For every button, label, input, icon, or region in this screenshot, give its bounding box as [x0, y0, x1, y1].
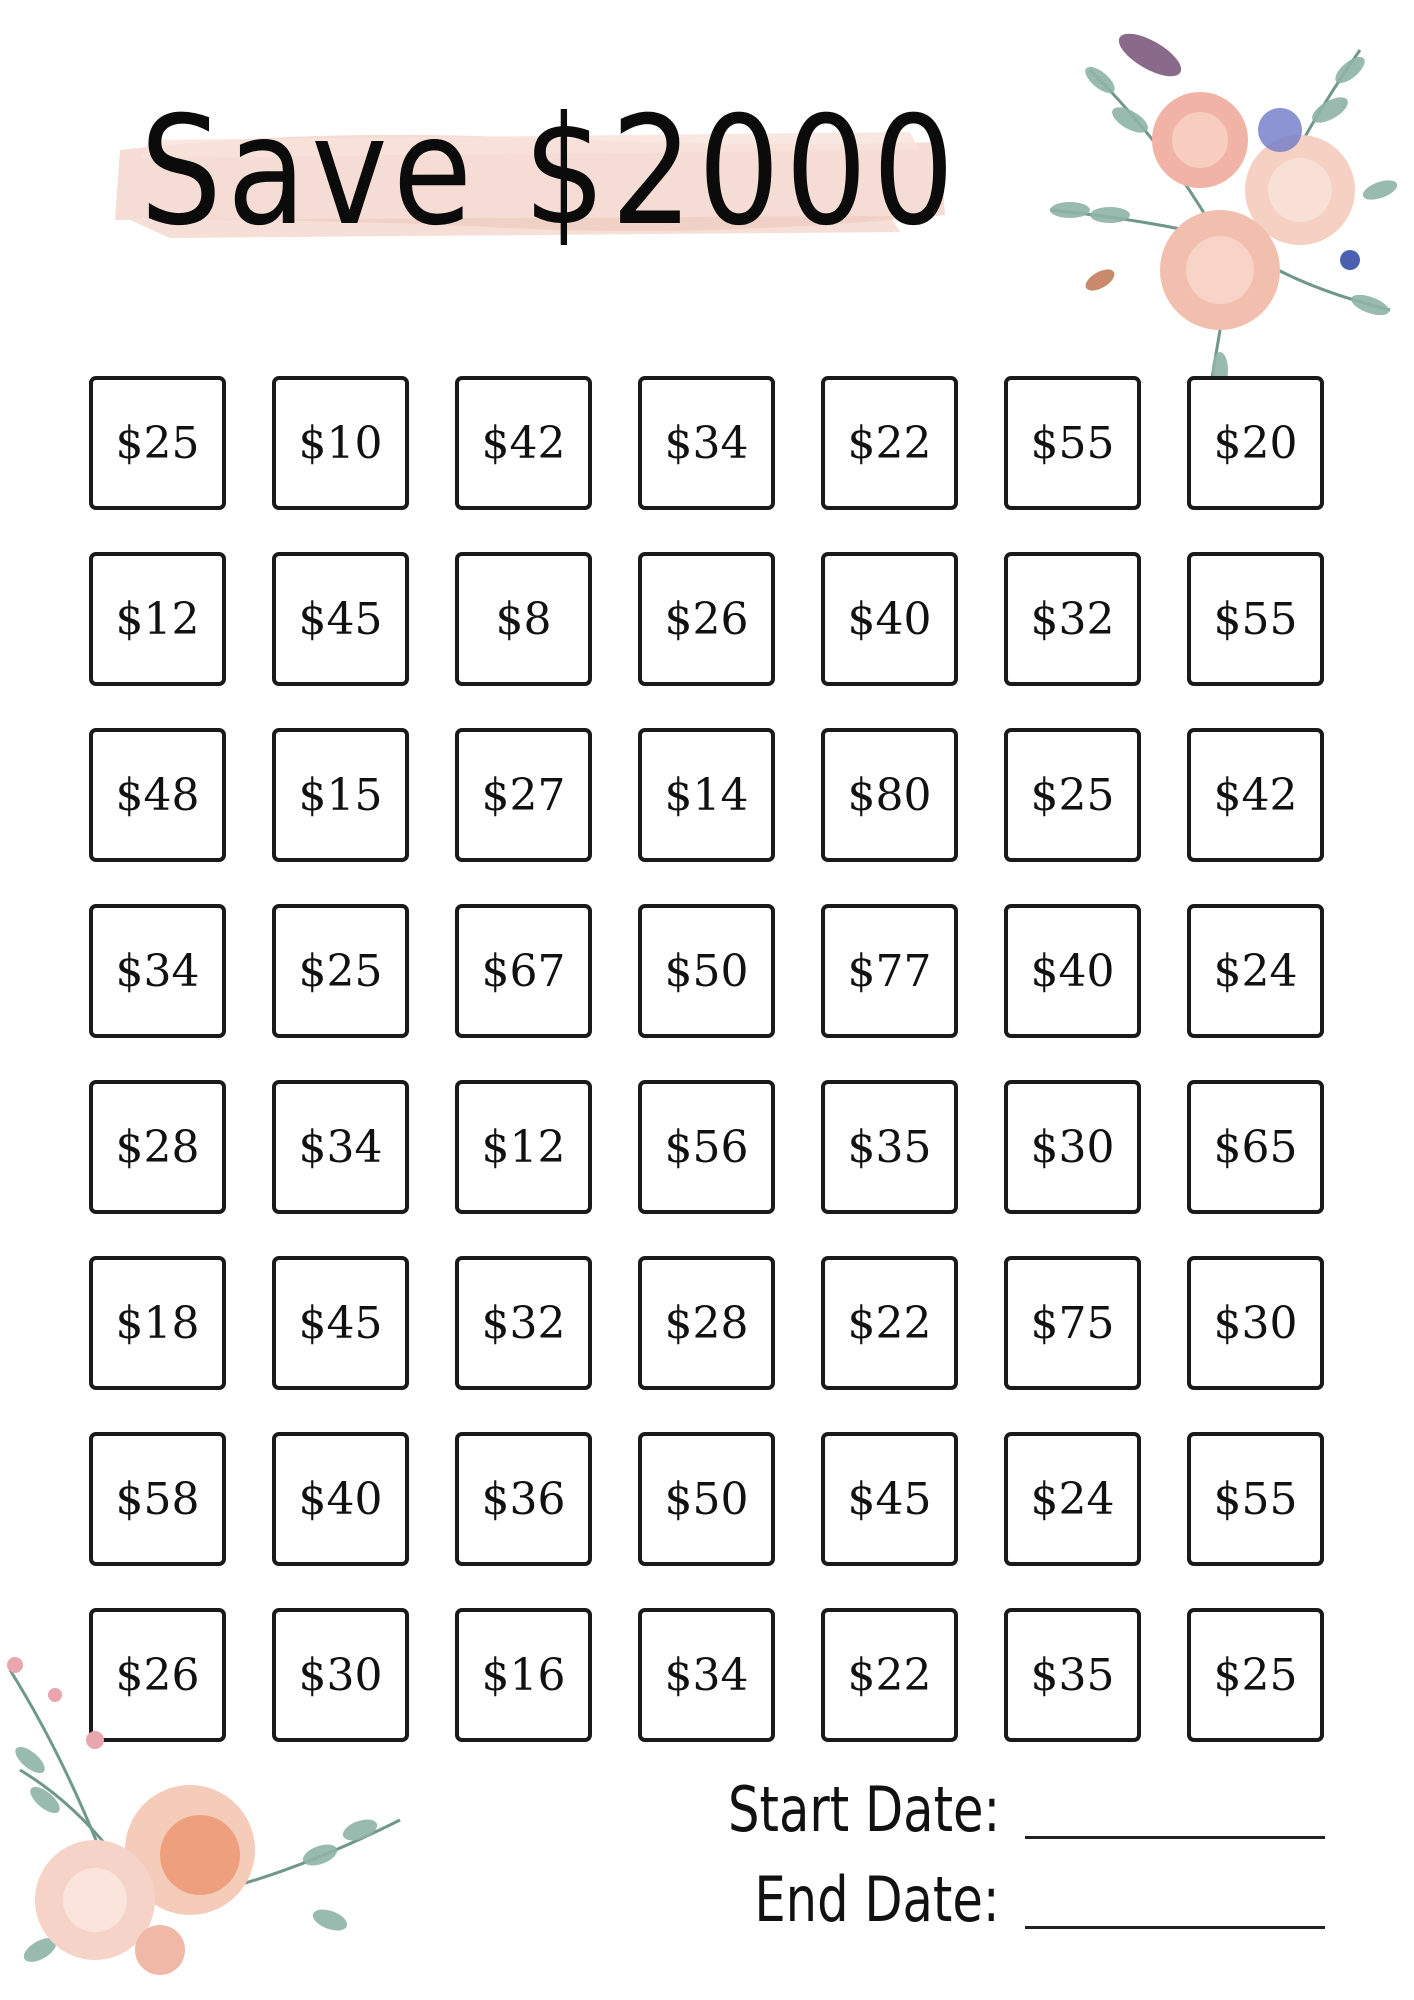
savings-box[interactable]: $40 — [1004, 904, 1141, 1038]
savings-box[interactable]: $42 — [455, 376, 592, 510]
savings-box[interactable]: $25 — [272, 904, 409, 1038]
savings-box[interactable]: $32 — [455, 1256, 592, 1390]
savings-box[interactable]: $48 — [89, 728, 226, 862]
start-date-label: Start Date: — [727, 1773, 1000, 1846]
savings-box[interactable]: $25 — [1187, 1608, 1324, 1742]
savings-box[interactable]: $25 — [1004, 728, 1141, 862]
savings-box[interactable]: $28 — [638, 1256, 775, 1390]
savings-box[interactable]: $45 — [272, 552, 409, 686]
savings-box[interactable]: $56 — [638, 1080, 775, 1214]
savings-box[interactable]: $26 — [638, 552, 775, 686]
savings-box[interactable]: $30 — [1004, 1080, 1141, 1214]
savings-box[interactable]: $8 — [455, 552, 592, 686]
end-date-field[interactable] — [1025, 1926, 1325, 1929]
savings-box[interactable]: $22 — [821, 1256, 958, 1390]
savings-box[interactable]: $45 — [821, 1432, 958, 1566]
savings-box[interactable]: $77 — [821, 904, 958, 1038]
savings-box[interactable]: $25 — [89, 376, 226, 510]
savings-box[interactable]: $34 — [638, 1608, 775, 1742]
savings-box[interactable]: $18 — [89, 1256, 226, 1390]
savings-box[interactable]: $55 — [1187, 552, 1324, 686]
savings-box[interactable]: $28 — [89, 1080, 226, 1214]
savings-box[interactable]: $40 — [272, 1432, 409, 1566]
savings-box[interactable]: $65 — [1187, 1080, 1324, 1214]
savings-box[interactable]: $22 — [821, 1608, 958, 1742]
savings-box[interactable]: $14 — [638, 728, 775, 862]
end-date-row — [720, 1860, 1340, 1950]
savings-box[interactable]: $50 — [638, 1432, 775, 1566]
savings-box[interactable]: $10 — [272, 376, 409, 510]
savings-box[interactable]: $12 — [455, 1080, 592, 1214]
savings-box[interactable]: $16 — [455, 1608, 592, 1742]
savings-box[interactable]: $36 — [455, 1432, 592, 1566]
savings-box[interactable]: $34 — [272, 1080, 409, 1214]
savings-box[interactable]: $42 — [1187, 728, 1324, 862]
savings-box[interactable]: $45 — [272, 1256, 409, 1390]
start-date-row — [720, 1770, 1340, 1860]
savings-box[interactable]: $32 — [1004, 552, 1141, 686]
savings-box[interactable]: $35 — [821, 1080, 958, 1214]
savings-box[interactable]: $67 — [455, 904, 592, 1038]
savings-box[interactable]: $12 — [89, 552, 226, 686]
savings-box[interactable]: $30 — [272, 1608, 409, 1742]
savings-box[interactable]: $27 — [455, 728, 592, 862]
savings-box[interactable]: $50 — [638, 904, 775, 1038]
savings-box[interactable]: $58 — [89, 1432, 226, 1566]
savings-box[interactable]: $24 — [1004, 1432, 1141, 1566]
savings-box[interactable]: $55 — [1004, 376, 1141, 510]
end-date-label: End Date: — [754, 1863, 1000, 1936]
savings-box[interactable]: $80 — [821, 728, 958, 862]
savings-box[interactable]: $15 — [272, 728, 409, 862]
dates-section — [720, 1770, 1340, 1950]
savings-box[interactable]: $30 — [1187, 1256, 1324, 1390]
floral-decoration-top — [1030, 10, 1414, 410]
savings-box[interactable]: $20 — [1187, 376, 1324, 510]
start-date-field[interactable] — [1025, 1836, 1325, 1839]
savings-box[interactable]: $55 — [1187, 1432, 1324, 1566]
savings-box[interactable]: $35 — [1004, 1608, 1141, 1742]
floral-decoration-bottom — [0, 1650, 420, 2000]
savings-box[interactable]: $24 — [1187, 904, 1324, 1038]
savings-box[interactable]: $34 — [89, 904, 226, 1038]
savings-box[interactable]: $34 — [638, 376, 775, 510]
savings-box[interactable]: $26 — [89, 1608, 226, 1742]
savings-box[interactable]: $40 — [821, 552, 958, 686]
savings-grid — [89, 376, 1324, 1742]
savings-box[interactable]: $75 — [1004, 1256, 1141, 1390]
savings-box[interactable]: $22 — [821, 376, 958, 510]
page-title: Save $2000 — [140, 85, 960, 259]
